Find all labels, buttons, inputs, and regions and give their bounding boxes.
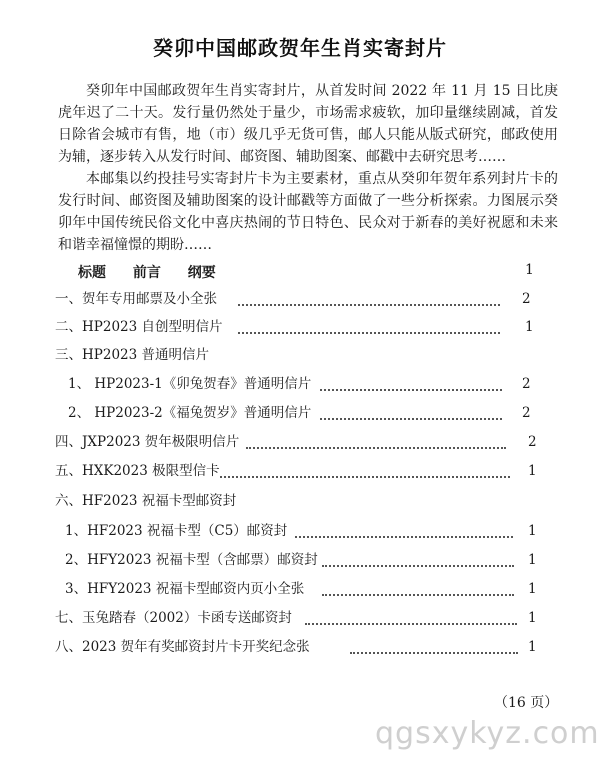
toc-row	[0, 521, 600, 541]
toc-row	[0, 289, 600, 309]
toc-page: 1	[528, 523, 537, 539]
toc-row	[0, 637, 600, 657]
toc-page: 2	[522, 291, 531, 307]
toc-page: 1	[525, 319, 534, 335]
toc-page: 2	[522, 376, 531, 392]
toc-label: 七、玉兔踏春（2002）卡函专送邮资封	[55, 610, 292, 626]
toc-row	[0, 374, 600, 394]
toc-leader	[320, 418, 502, 420]
toc-label: 二、HP2023 自创型明信片	[55, 319, 223, 335]
toc-row	[0, 579, 600, 599]
toc-leader	[350, 652, 518, 654]
toc-leader	[295, 536, 513, 538]
toc-label: 三、HP2023 普通明信片	[55, 347, 210, 363]
toc-header-outline: 纲要	[187, 265, 216, 281]
toc-page: 1	[528, 552, 537, 568]
toc-label: 六、HF2023 祝福卡型邮资封	[55, 493, 237, 509]
toc-page: 1	[528, 610, 537, 626]
toc-row	[0, 403, 600, 423]
toc-header-title: 标题	[78, 265, 106, 281]
toc-leader	[246, 447, 506, 449]
toc-leader	[322, 594, 514, 596]
toc-label: 1、HF2023 祝福卡型（C5）邮资封	[65, 523, 288, 539]
toc-page: 1	[528, 581, 537, 597]
toc-label: 五、HXK2023 极限型信卡	[55, 463, 220, 479]
toc-label: 八、2023 贺年有奖邮资封片卡开奖纪念张	[55, 639, 310, 655]
toc-header-preface: 前言	[132, 265, 161, 281]
toc-page: 2	[522, 405, 531, 421]
toc-leader	[322, 565, 514, 567]
toc-page: 1	[528, 639, 537, 655]
toc-leader	[238, 332, 500, 334]
toc-row	[0, 432, 600, 452]
watermark-text: qgsxykyz.com	[375, 716, 600, 751]
intro-paragraph-2: 本邮集以约投挂号实寄封片卡为主要素材，重点从癸卯年贺年系列封片卡的发行时间、邮资图及辅助图案的设计邮戳等方面做了一些分析探索。力图展示癸卯年中国传统民俗文化中喜庆热闹的节日特色、民众对于新春的美好祝愿和未来和谐幸福憧憬的期盼……	[58, 171, 558, 253]
toc-leader	[305, 623, 517, 625]
toc-row	[0, 491, 600, 511]
toc-label: 四、JXP2023 贺年极限明信片	[55, 434, 240, 450]
toc-page: 2	[528, 434, 537, 450]
toc-row	[0, 550, 600, 570]
total-pages: （16 页）	[494, 695, 559, 711]
toc-header-page: 1	[525, 262, 534, 278]
toc-page: 1	[528, 463, 537, 479]
toc-leader	[220, 476, 510, 478]
toc-label: 3、HFY2023 祝福卡型邮资内页小全张	[65, 581, 305, 597]
toc-leader	[320, 389, 502, 391]
intro-paragraph-1: 癸卯年中国邮政贺年生肖实寄封片，从首发时间 2022 年 11 月 15 日比庚虎年迟了二十天。发行量仍然处于量少，市场需求疲软，加印量继续剧减，首发日除省会城市有售，地（市）级几乎无货可售，邮人只能从版式研究，邮政使用为辅，逐步转入从发行时间、邮资图、辅助图案、邮戳中去研究思考……	[58, 83, 558, 165]
toc-row	[0, 345, 600, 365]
page-title: 癸卯中国邮政贺年生肖实寄封片	[153, 36, 447, 60]
toc-row	[0, 608, 600, 628]
toc-row	[0, 461, 600, 481]
toc-label: 一、贺年专用邮票及小全张	[55, 291, 217, 307]
toc-label: 2、HFY2023 祝福卡型（含邮票）邮资封	[65, 552, 318, 568]
toc-row	[0, 317, 600, 337]
toc-header	[78, 262, 238, 282]
toc-label: 2、 HP2023-2《福兔贺岁》普通明信片	[68, 405, 312, 421]
toc-leader	[238, 304, 500, 306]
toc-label: 1、 HP2023-1《卯兔贺春》普通明信片	[68, 376, 312, 392]
